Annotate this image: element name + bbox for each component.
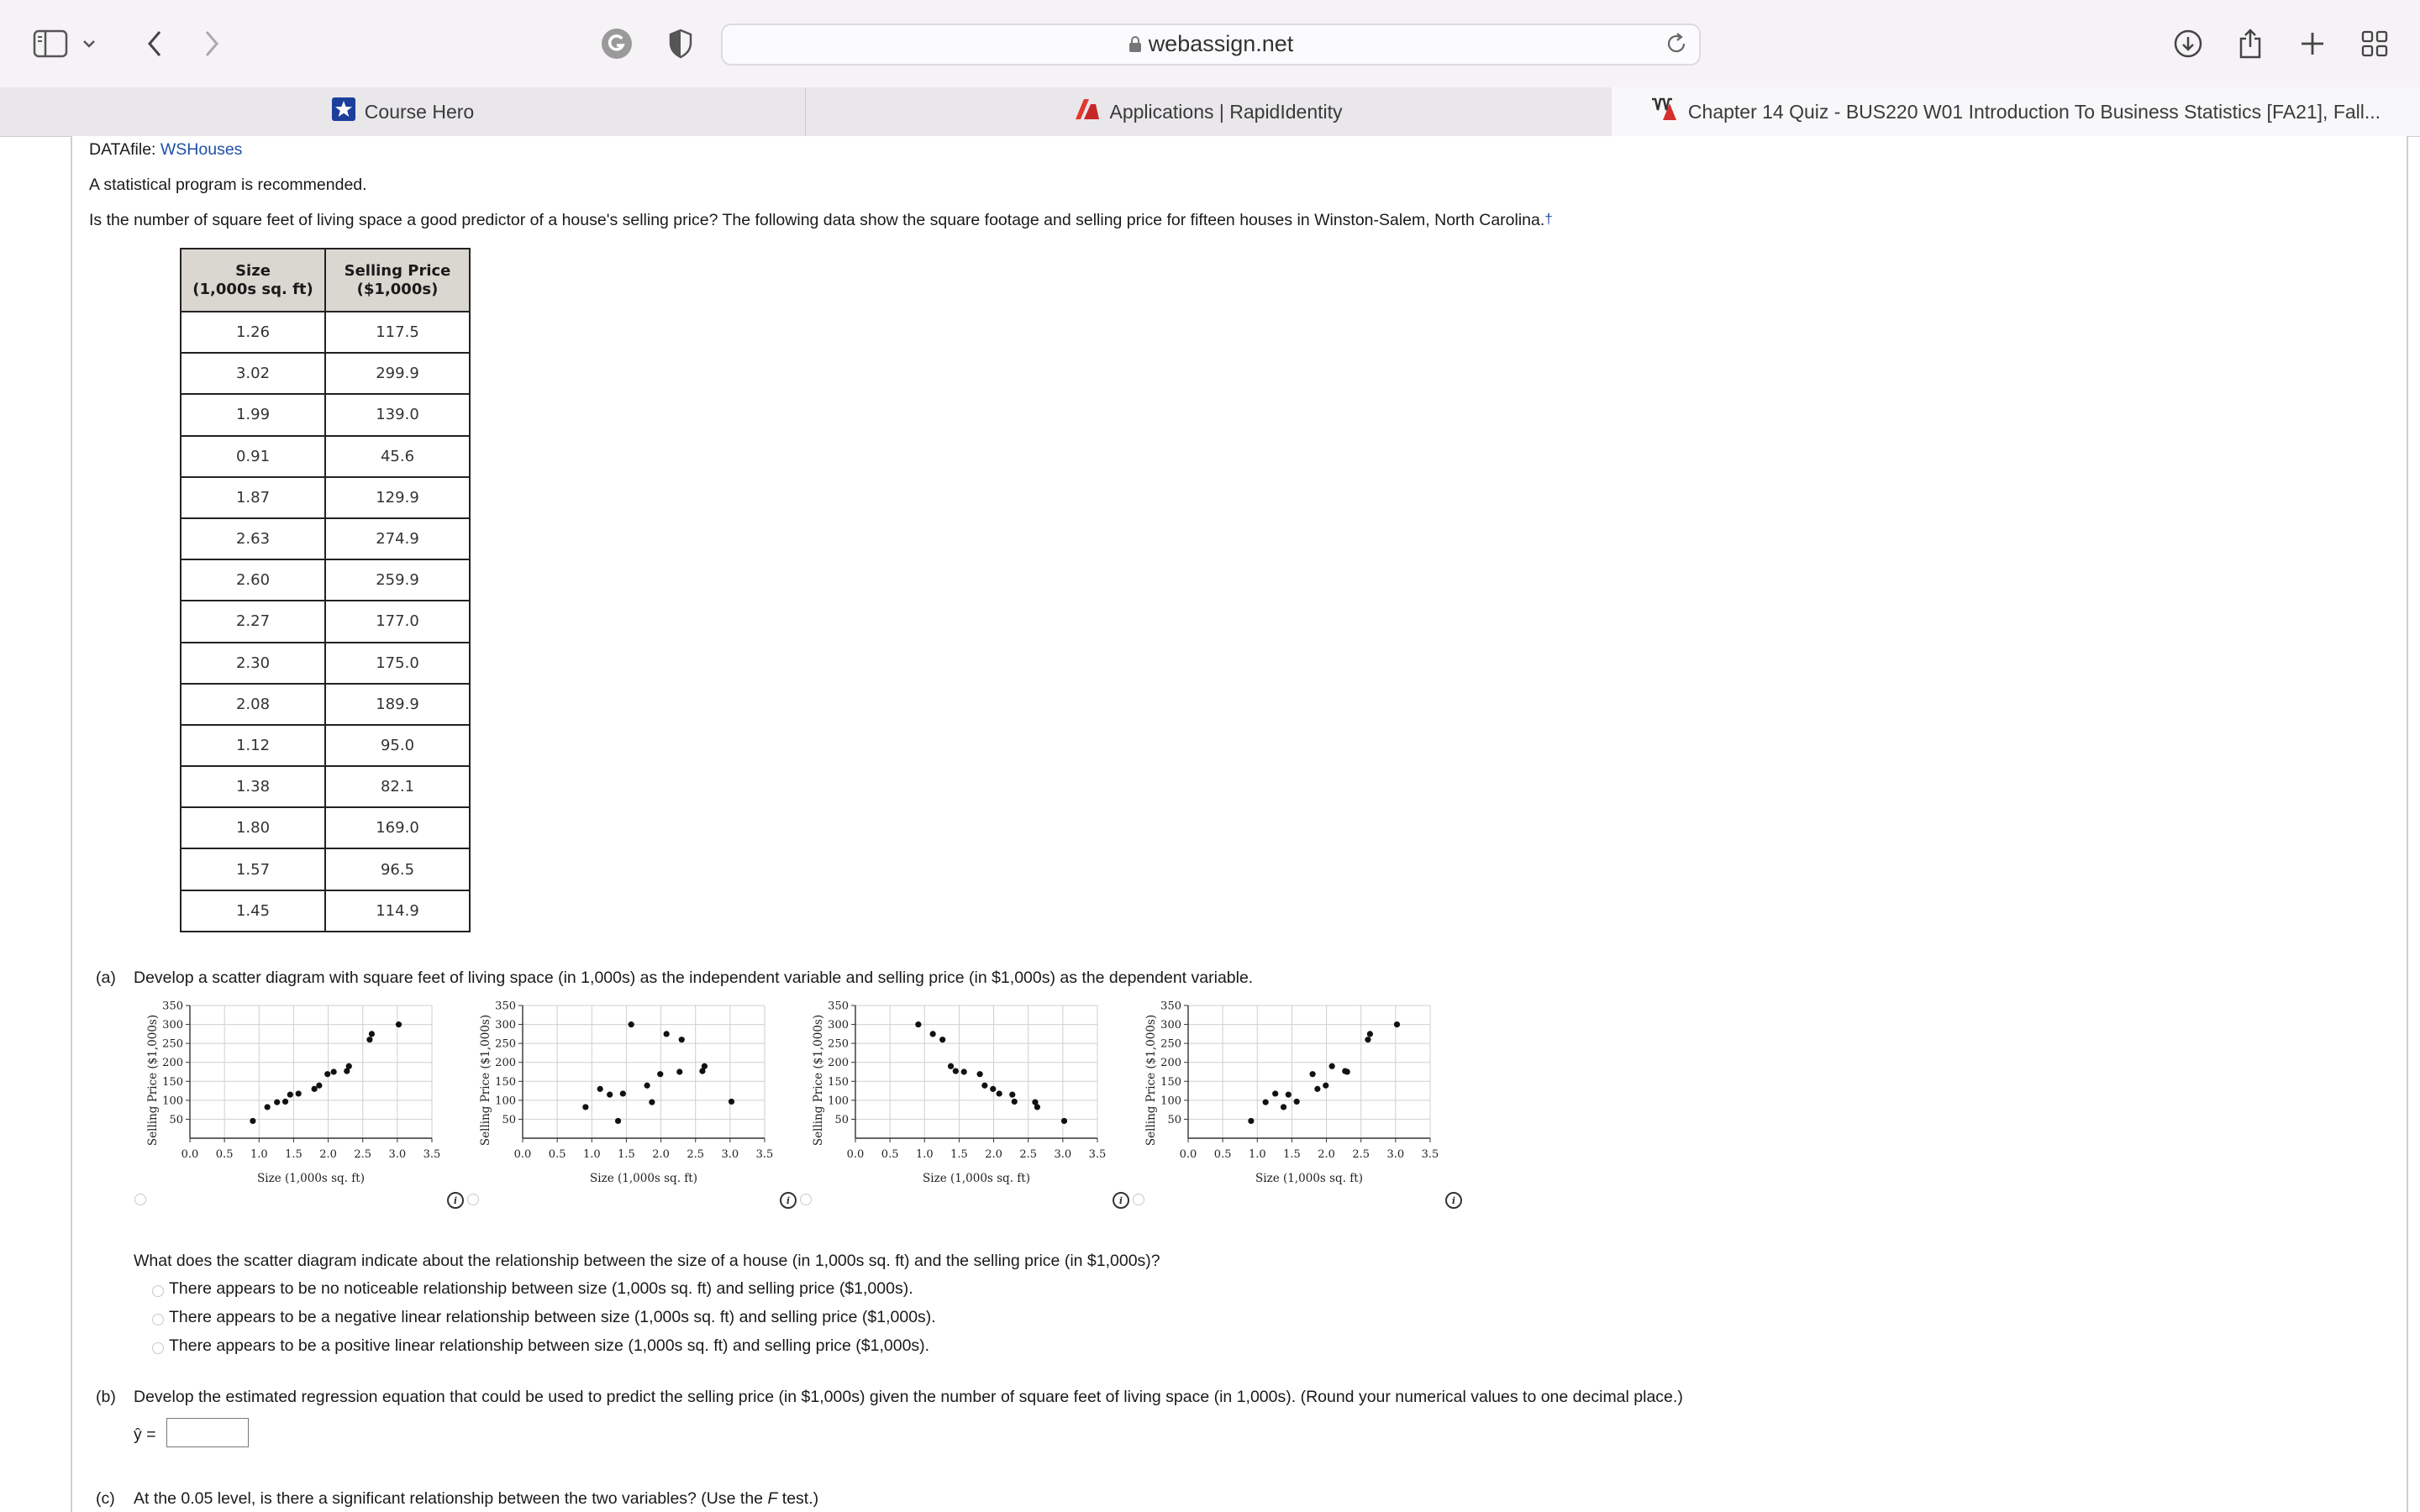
table-row	[181, 436, 470, 477]
data-point	[265, 1104, 271, 1110]
data-table	[180, 248, 471, 932]
y-tick-label: 150	[828, 1075, 849, 1089]
tab-course-hero[interactable]	[0, 87, 806, 136]
table-header-row	[181, 249, 470, 312]
y-tick-label: 300	[1160, 1019, 1181, 1032]
new-tab-icon[interactable]	[2291, 22, 2334, 66]
intro-paragraph	[89, 211, 1553, 230]
regression-equation-input[interactable]	[166, 1418, 249, 1447]
table-row	[181, 643, 470, 684]
tab-chapter-14-quiz[interactable]	[1612, 87, 2420, 136]
y-tick-label: 100	[162, 1095, 183, 1108]
y-tick-label: 50	[1167, 1113, 1181, 1126]
data-point	[990, 1086, 996, 1092]
y-tick-label: 250	[162, 1037, 183, 1051]
data-point	[1034, 1104, 1040, 1110]
data-point	[1294, 1099, 1300, 1105]
part-b-text: Develop the estimated regression equation that could be used to predict the selling price (in $1,000s) given the number of square feet of living space (in 1,000s). (Round your numerical values to one decimal place.)	[134, 1388, 1683, 1406]
price-cell: 129.9	[325, 477, 470, 518]
url-text	[723, 31, 1699, 57]
y-tick-label: 350	[828, 1000, 849, 1013]
table-row	[181, 766, 470, 807]
x-tick-label: 0.5	[215, 1148, 234, 1161]
x-tick-label: 3.5	[1088, 1148, 1107, 1161]
y-tick-label: 100	[495, 1095, 516, 1108]
y-tick-label: 100	[1160, 1095, 1181, 1108]
data-point	[1263, 1100, 1269, 1105]
chart-2-radio[interactable]	[467, 1194, 479, 1205]
table-row	[181, 890, 470, 932]
data-point	[948, 1063, 954, 1069]
data-point	[282, 1099, 288, 1105]
price-cell: 175.0	[325, 643, 470, 684]
table-row	[181, 477, 470, 518]
x-tick-label: 0.0	[513, 1148, 532, 1161]
x-axis-title: Size (1,000s sq. ft)	[590, 1172, 697, 1185]
part-c-label: (c)	[96, 1489, 115, 1508]
data-point	[997, 1090, 1002, 1096]
size-cell: 2.27	[181, 601, 325, 642]
y-tick-label: 200	[828, 1057, 849, 1070]
data-point	[1281, 1104, 1286, 1110]
y-tick-label: 200	[162, 1057, 183, 1070]
data-point	[664, 1031, 670, 1037]
tab-rapididentity[interactable]	[805, 87, 1612, 136]
data-point	[939, 1037, 945, 1042]
data-point	[1394, 1021, 1400, 1027]
x-tick-label: 1.5	[950, 1148, 968, 1161]
size-cell: 1.38	[181, 766, 325, 807]
y-tick-label: 300	[495, 1019, 516, 1032]
data-point	[346, 1063, 352, 1069]
x-tick-label: 1.5	[618, 1148, 635, 1161]
data-point	[316, 1083, 322, 1089]
y-tick-label: 50	[834, 1113, 849, 1126]
data-point	[396, 1021, 402, 1027]
data-point	[274, 1100, 280, 1105]
y-tick-label: 200	[1160, 1057, 1181, 1070]
webassign-icon	[1651, 97, 1680, 127]
price-cell: 259.9	[325, 559, 470, 601]
table-row	[181, 518, 470, 559]
scatter-chart-4	[1141, 995, 1452, 1205]
x-tick-label: 3.0	[388, 1148, 407, 1161]
size-cell: 1.80	[181, 807, 325, 848]
data-point	[597, 1086, 603, 1092]
recommendation-text: A statistical program is recommended.	[89, 176, 367, 194]
x-tick-label: 2.5	[687, 1148, 705, 1161]
data-point	[1314, 1086, 1320, 1092]
browser-toolbar	[0, 0, 2420, 88]
x-tick-label: 2.0	[985, 1148, 1002, 1161]
data-point	[657, 1071, 663, 1077]
size-cell: 1.57	[181, 848, 325, 890]
size-cell: 1.45	[181, 890, 325, 932]
y-tick-label: 300	[828, 1019, 849, 1032]
data-point	[324, 1071, 330, 1077]
y-tick-label: 350	[162, 1000, 183, 1013]
option-3-label[interactable]: There appears to be a positive linear relationship between size (1,000s sq. ft) and selling price ($1,000s).	[169, 1336, 930, 1355]
data-point	[369, 1031, 375, 1037]
size-cell: 0.91	[181, 436, 325, 477]
size-cell: 3.02	[181, 353, 325, 394]
x-tick-label: 0.0	[1179, 1148, 1197, 1161]
tab-bar	[0, 87, 2420, 137]
data-point	[1286, 1092, 1292, 1098]
y-axis-title: Selling Price ($1,000s)	[146, 1014, 160, 1147]
data-point	[1009, 1092, 1015, 1098]
tab-label: Course Hero	[364, 100, 475, 123]
data-point	[1061, 1118, 1067, 1124]
table-row	[181, 725, 470, 766]
course-hero-icon	[331, 97, 356, 127]
x-tick-label: 1.5	[285, 1148, 302, 1161]
data-point	[620, 1090, 626, 1096]
chart-3-info-icon[interactable]: i	[1113, 1192, 1129, 1209]
y-tick-label: 350	[495, 1000, 516, 1013]
price-cell: 114.9	[325, 890, 470, 932]
datafile-link[interactable]: WSHouses	[160, 140, 243, 159]
price-cell: 45.6	[325, 436, 470, 477]
option-1-label[interactable]: There appears to be no noticeable relationship between size (1,000s sq. ft) and selling price ($1,000s).	[169, 1279, 913, 1298]
y-tick-label: 350	[1160, 1000, 1181, 1013]
y-tick-label: 300	[162, 1019, 183, 1032]
chart-1-radio[interactable]	[134, 1194, 146, 1205]
x-tick-label: 2.0	[1318, 1148, 1335, 1161]
x-tick-label: 0.5	[1213, 1148, 1232, 1161]
x-tick-label: 1.0	[1248, 1148, 1266, 1161]
data-point	[615, 1118, 621, 1124]
option-2-label[interactable]: There appears to be a negative linear relationship between size (1,000s sq. ft) and selling price ($1,000s).	[169, 1308, 936, 1326]
data-point	[729, 1099, 734, 1105]
y-tick-label: 150	[1160, 1075, 1181, 1089]
relationship-question: What does the scatter diagram indicate about the relationship between the size of a house (in 1,000s sq. ft) and the selling price (in $1,000s)?	[134, 1252, 1160, 1270]
x-tick-label: 3.5	[1421, 1148, 1439, 1161]
data-point	[915, 1021, 921, 1027]
data-point	[366, 1037, 372, 1042]
data-point	[629, 1021, 634, 1027]
y-tick-label: 50	[169, 1113, 183, 1126]
price-cell: 169.0	[325, 807, 470, 848]
part-c-text: At the 0.05 level, is there a significant relationship between the two variables? (Use the F test.)	[134, 1489, 819, 1508]
chart-2-info-icon[interactable]: i	[780, 1192, 797, 1209]
data-point	[296, 1090, 302, 1096]
size-cell: 1.26	[181, 312, 325, 353]
downloads-icon[interactable]	[2166, 22, 2210, 66]
x-tick-label: 3.0	[1386, 1148, 1405, 1161]
size-cell: 1.87	[181, 477, 325, 518]
table-row	[181, 601, 470, 642]
tab-label: Applications | RapidIdentity	[1109, 100, 1343, 123]
data-point	[930, 1031, 936, 1037]
datafile-label: DATAfile:	[89, 140, 156, 159]
table-row	[181, 559, 470, 601]
data-point	[1310, 1071, 1316, 1077]
x-tick-label: 1.0	[915, 1148, 934, 1161]
table-row	[181, 807, 470, 848]
sidebar-toggle-icon[interactable]	[29, 22, 72, 66]
x-tick-label: 2.0	[652, 1148, 670, 1161]
chart-3-radio[interactable]	[800, 1194, 812, 1205]
x-tick-label: 3.5	[423, 1148, 441, 1161]
x-tick-label: 1.0	[250, 1148, 268, 1161]
x-tick-label: 1.5	[1283, 1148, 1301, 1161]
x-axis-title: Size (1,000s sq. ft)	[1255, 1172, 1363, 1185]
x-tick-label: 3.0	[1054, 1148, 1072, 1161]
y-axis-title: Selling Price ($1,000s)	[812, 1014, 825, 1147]
header-selling-price: Selling Price ($1,000s)	[325, 249, 470, 312]
x-tick-label: 3.5	[755, 1148, 774, 1161]
data-point	[607, 1092, 613, 1098]
data-point	[331, 1068, 337, 1074]
scatter-chart-2	[476, 995, 786, 1205]
x-tick-label: 0.0	[846, 1148, 865, 1161]
rapididentity-icon	[1074, 97, 1101, 126]
url-label: webassign.net	[1148, 31, 1294, 56]
data-point	[1344, 1068, 1350, 1074]
price-cell: 177.0	[325, 601, 470, 642]
data-point	[1329, 1063, 1335, 1069]
table-row	[181, 848, 470, 890]
price-cell: 299.9	[325, 353, 470, 394]
table-row	[181, 312, 470, 353]
data-point	[1248, 1118, 1254, 1124]
data-point	[676, 1068, 682, 1074]
option-2-radio[interactable]	[152, 1314, 164, 1326]
data-point	[1323, 1083, 1328, 1089]
size-cell: 1.12	[181, 725, 325, 766]
data-point	[953, 1068, 959, 1074]
data-point	[1365, 1037, 1370, 1042]
reload-icon[interactable]	[1665, 32, 1687, 60]
price-cell: 274.9	[325, 518, 470, 559]
x-tick-label: 1.0	[582, 1148, 601, 1161]
size-cell: 2.30	[181, 643, 325, 684]
price-cell: 95.0	[325, 725, 470, 766]
lock-icon	[1128, 36, 1142, 53]
x-tick-label: 2.5	[354, 1148, 372, 1161]
table-row	[181, 394, 470, 435]
data-point	[644, 1083, 650, 1089]
scatter-chart-3	[808, 995, 1119, 1205]
x-tick-label: 2.5	[1019, 1148, 1038, 1161]
back-icon[interactable]	[133, 22, 176, 66]
part-a-label: (a)	[96, 969, 116, 987]
data-point	[679, 1037, 685, 1042]
data-point	[702, 1063, 708, 1069]
data-point	[981, 1083, 987, 1089]
data-point	[649, 1100, 655, 1105]
yhat-label: ŷ =	[134, 1425, 156, 1444]
price-cell: 96.5	[325, 848, 470, 890]
size-cell: 1.99	[181, 394, 325, 435]
price-cell: 189.9	[325, 684, 470, 725]
y-tick-label: 150	[495, 1075, 516, 1089]
size-cell: 2.60	[181, 559, 325, 601]
x-tick-label: 0.5	[881, 1148, 899, 1161]
tab-label: Chapter 14 Quiz - BUS220 W01 Introduction To Business Statistics [FA21], Fall...	[1687, 100, 2381, 123]
scatter-chart-1	[143, 995, 454, 1205]
part-b-label: (b)	[96, 1388, 116, 1406]
y-tick-label: 250	[495, 1037, 516, 1051]
price-cell: 82.1	[325, 766, 470, 807]
price-cell: 117.5	[325, 312, 470, 353]
y-tick-label: 250	[828, 1037, 849, 1051]
y-tick-label: 50	[502, 1113, 516, 1126]
x-tick-label: 0.0	[181, 1148, 199, 1161]
address-bar[interactable]	[721, 24, 1701, 66]
data-point	[312, 1086, 318, 1092]
data-point	[1272, 1090, 1278, 1096]
y-tick-label: 150	[162, 1075, 183, 1089]
part-a-text: Develop a scatter diagram with square feet of living space (in 1,000s) as the independent variable and selling price (in $1,000s) as the dependent variable.	[134, 969, 1254, 987]
data-point	[961, 1068, 967, 1074]
table-row	[181, 684, 470, 725]
price-cell: 139.0	[325, 394, 470, 435]
datafile-line	[89, 140, 242, 160]
chart-4-radio[interactable]	[1133, 1194, 1144, 1205]
option-3-radio[interactable]	[152, 1342, 164, 1354]
y-tick-label: 250	[1160, 1037, 1181, 1051]
chart-1-info-icon[interactable]: i	[447, 1192, 464, 1209]
intro-text: Is the number of square feet of living space a good predictor of a house's selling price? The following data show the square footage and selling price for fifteen houses in Winston-Salem, North Carolina.	[89, 211, 1545, 229]
x-tick-label: 3.0	[721, 1148, 739, 1161]
data-point	[582, 1104, 588, 1110]
chevron-down-icon[interactable]	[76, 22, 103, 66]
footnote-dagger-link[interactable]: †	[1544, 211, 1553, 227]
tab-overview-icon[interactable]	[2353, 22, 2396, 66]
data-point	[977, 1071, 983, 1077]
y-tick-label: 200	[495, 1057, 516, 1070]
privacy-shield-icon[interactable]	[659, 22, 702, 66]
grammarly-icon[interactable]	[595, 22, 639, 66]
x-tick-label: 0.5	[548, 1148, 566, 1161]
y-axis-title: Selling Price ($1,000s)	[1144, 1014, 1158, 1147]
size-cell: 2.08	[181, 684, 325, 725]
forward-icon[interactable]	[190, 22, 234, 66]
size-cell: 2.63	[181, 518, 325, 559]
y-tick-label: 100	[828, 1095, 849, 1108]
data-point	[250, 1118, 255, 1124]
table-row	[181, 353, 470, 394]
x-tick-label: 2.0	[319, 1148, 337, 1161]
data-point	[1367, 1031, 1373, 1037]
share-icon[interactable]	[2228, 22, 2272, 66]
x-tick-label: 2.5	[1352, 1148, 1370, 1161]
data-point	[287, 1092, 293, 1098]
x-axis-title: Size (1,000s sq. ft)	[257, 1172, 365, 1185]
option-1-radio[interactable]	[152, 1285, 164, 1297]
y-axis-title: Selling Price ($1,000s)	[479, 1014, 492, 1147]
x-axis-title: Size (1,000s sq. ft)	[923, 1172, 1030, 1185]
header-size: Size (1,000s sq. ft)	[181, 249, 325, 312]
chart-4-info-icon[interactable]: i	[1445, 1192, 1462, 1209]
data-point	[1012, 1099, 1018, 1105]
